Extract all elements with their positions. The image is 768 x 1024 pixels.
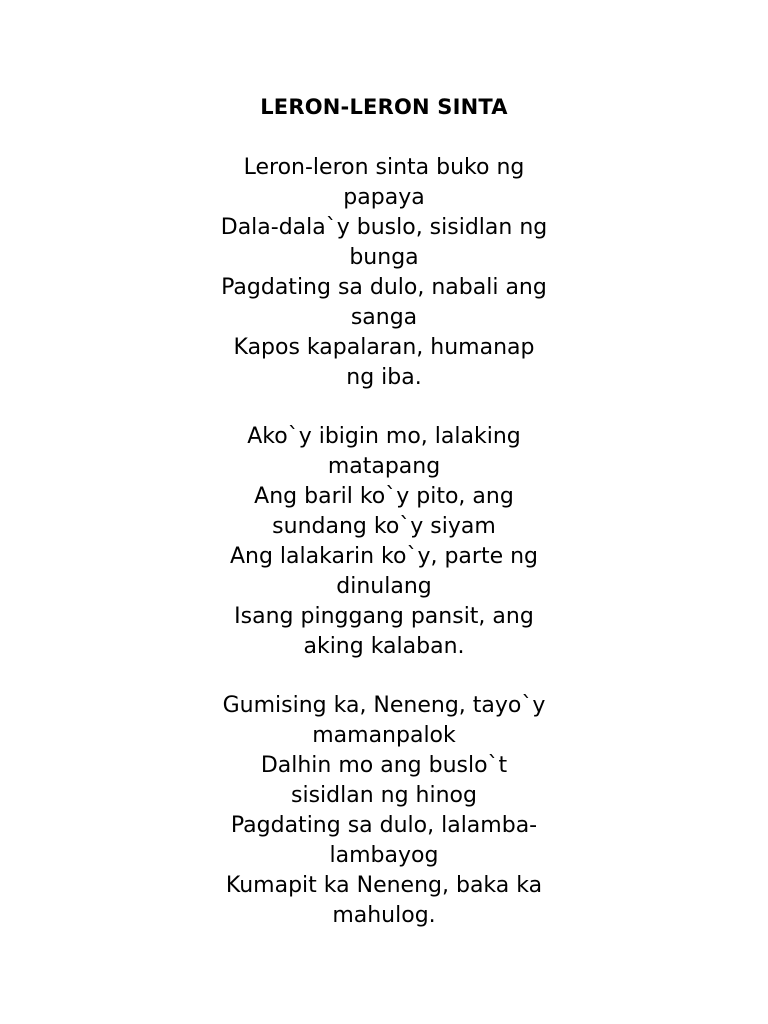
lyric-line: Dala-dala`y buslo, sisidlan ng <box>220 215 548 240</box>
lyric-line: papaya <box>343 185 425 210</box>
lyric-line: matapang <box>327 454 441 479</box>
lyric-line: Dalhin mo ang buslo`t <box>260 753 508 778</box>
lyric-line: Kumapit ka Neneng, baka ka <box>225 873 543 898</box>
lyric-line: Kapos kapalaran, humanap <box>233 335 535 360</box>
lyric-line: Isang pinggang pansit, ang <box>234 604 534 629</box>
song-title: LERON-LERON SINTA <box>260 95 508 119</box>
lyric-line: Ang lalakarin ko`y, parte ng <box>229 544 539 569</box>
lyric-line: lambayog <box>329 843 439 868</box>
lyric-line: mahulog. <box>332 903 436 928</box>
lyric-line: bunga <box>349 245 419 270</box>
lyric-line: ng iba. <box>346 365 422 390</box>
lyric-line: Pagdating sa dulo, lalamba- <box>230 813 538 838</box>
lyric-line: Gumising ka, Neneng, tayo`y <box>222 693 546 718</box>
lyric-line: Ako`y ibigin mo, lalaking <box>247 424 521 449</box>
lyric-line: mamanpalok <box>312 723 456 748</box>
lyric-line: sisidlan ng hinog <box>291 783 477 808</box>
lyric-line: dinulang <box>336 574 432 599</box>
lyric-line: sanga <box>350 305 418 330</box>
stanza-2 <box>184 422 584 662</box>
stanza-3 <box>184 691 584 931</box>
stanza-1 <box>184 153 584 393</box>
lyric-line: Ang baril ko`y pito, ang <box>254 484 514 509</box>
lyric-line: Pagdating sa dulo, nabali ang <box>221 275 547 300</box>
lyric-line: aking kalaban. <box>303 634 465 659</box>
lyric-line: Leron-leron sinta buko ng <box>243 155 525 180</box>
lyric-line: sundang ko`y siyam <box>272 514 496 539</box>
